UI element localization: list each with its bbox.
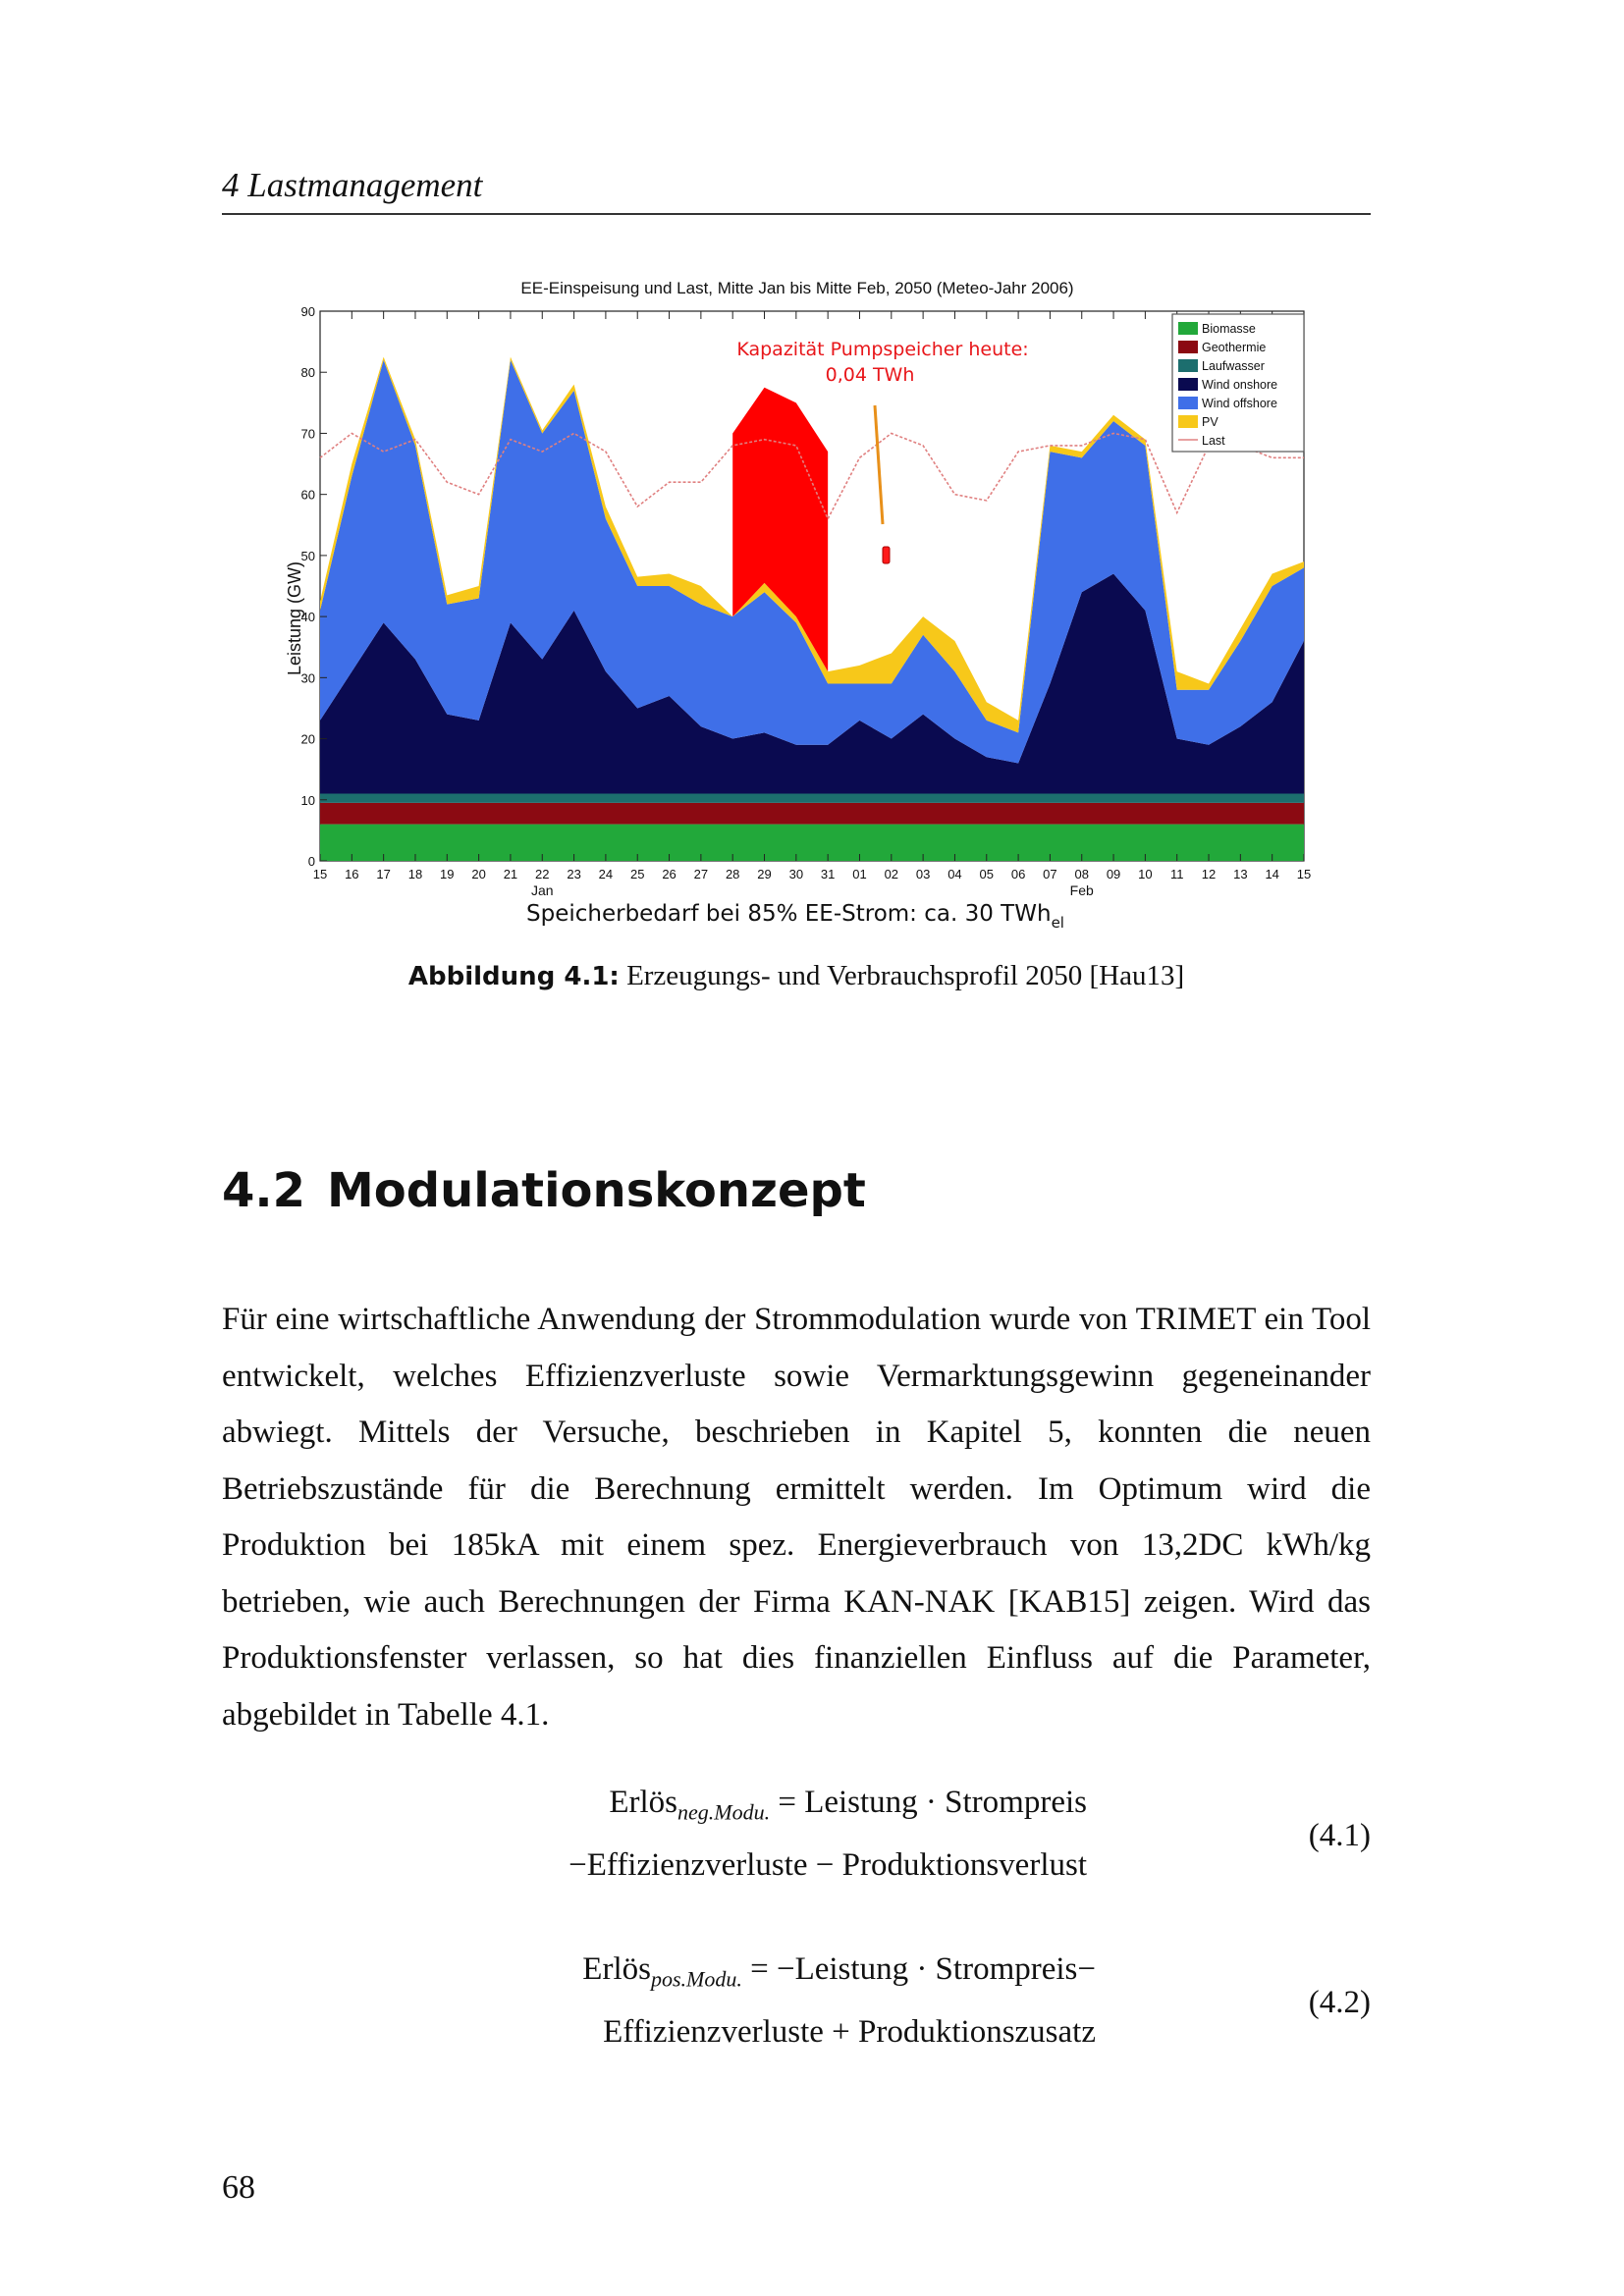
- chart-legend: [1172, 314, 1304, 452]
- x-tick-label: 05: [979, 867, 995, 881]
- y-tick-label: 20: [300, 731, 315, 747]
- x-tick-label: 13: [1233, 867, 1248, 881]
- figure-label: Abbildung 4.1:: [407, 962, 620, 991]
- y-tick-label: 60: [300, 487, 315, 503]
- x-tick-label: 23: [567, 867, 581, 881]
- x-tick-label: 31: [820, 867, 836, 881]
- area-laufwasser: [320, 794, 1304, 803]
- x-tick-label: 06: [1010, 867, 1026, 881]
- annotation-line-1: Kapazität Pumpspeicher heute:: [736, 339, 1029, 360]
- x-tick-label: 29: [757, 867, 772, 881]
- x-tick-label: 15: [312, 867, 328, 881]
- running-head: 4 Lastmanagement: [222, 166, 483, 204]
- month-label: Jan: [530, 882, 554, 898]
- x-tick-label: 12: [1201, 867, 1217, 881]
- y-tick-label: 70: [300, 426, 315, 442]
- x-tick-label: 24: [598, 867, 614, 881]
- area-biomasse: [320, 825, 1304, 861]
- x-tick-label: 09: [1106, 867, 1121, 881]
- y-tick-label: 10: [300, 792, 315, 808]
- x-tick-label: 11: [1169, 867, 1184, 881]
- x-tick-label: 01: [852, 867, 867, 881]
- legend-swatch: [1178, 415, 1198, 428]
- y-tick-label: 30: [300, 670, 315, 686]
- section-heading: [222, 1163, 866, 1218]
- equation-4-1-number: (4.1): [1308, 1818, 1371, 1853]
- header-rule: [222, 213, 1371, 215]
- x-tick-label: 20: [471, 867, 486, 881]
- y-tick-label: 0: [307, 854, 315, 869]
- x-tick-label: 10: [1138, 867, 1153, 881]
- figure-caption-text: Erzeugungs- und Verbrauchsprofil 2050 [Hau13]: [626, 960, 1185, 991]
- legend-label: Biomasse: [1202, 322, 1256, 336]
- x-tick-label: 15: [1296, 867, 1312, 881]
- storage-capacity-marker: [883, 547, 890, 563]
- x-tick-label: 19: [440, 867, 455, 881]
- equation-4-2-number: (4.2): [1308, 1985, 1371, 2020]
- equation-4-1: [222, 1785, 1371, 1902]
- figure-caption: [222, 960, 1371, 992]
- x-tick-label: 02: [884, 867, 899, 881]
- legend-label: PV: [1202, 415, 1218, 429]
- x-tick-label: 04: [947, 867, 962, 881]
- y-tick-label: 50: [300, 548, 315, 563]
- x-tick-label: 21: [503, 867, 518, 881]
- equation-4-1-line-2: −Effizienzverluste − Produktionsverlust: [568, 1847, 1087, 1883]
- x-tick-label: 08: [1074, 867, 1089, 881]
- x-tick-label: 25: [629, 867, 645, 881]
- chart-title: EE-Einspeisung und Last, Mitte Jan bis Mitte Feb, 2050 (Meteo-Jahr 2006): [520, 279, 1074, 297]
- x-tick-label: 18: [407, 867, 423, 881]
- area-geothermie: [320, 803, 1304, 825]
- section-title: Modulationskonzept: [327, 1163, 866, 1218]
- x-tick-label: 30: [788, 867, 804, 881]
- x-tick-label: 14: [1265, 867, 1279, 881]
- annotation-line-2: 0,04 TWh: [825, 364, 915, 386]
- legend-label: Wind onshore: [1202, 378, 1278, 392]
- legend-swatch: [1178, 341, 1198, 353]
- equation-4-2-line-1: Erlös$_{pos.Modu.}$ = −Leistung · Strompreis−: [582, 1951, 1096, 1992]
- x-tick-label: 22: [535, 867, 550, 881]
- storage-demand-footnote: Speicherbedarf bei 85% EE-Strom: ca. 30 TWh$_{el}$: [526, 901, 1064, 932]
- x-tick-label: 26: [662, 867, 677, 881]
- y-tick-label: 40: [300, 610, 315, 625]
- x-tick-label: 07: [1043, 867, 1057, 881]
- legend-swatch: [1178, 359, 1198, 372]
- y-tick-label: 80: [300, 365, 315, 381]
- month-label: Feb: [1069, 882, 1094, 898]
- legend-label: Last: [1202, 434, 1225, 448]
- x-tick-label: 17: [376, 867, 391, 881]
- legend-swatch: [1178, 322, 1198, 335]
- x-tick-label: 16: [345, 867, 359, 881]
- equation-4-2: [222, 1951, 1371, 2069]
- legend-label: Geothermie: [1202, 341, 1267, 354]
- legend-swatch: [1178, 378, 1198, 391]
- equation-4-2-line-2: Effizienzverluste + Produktionszusatz: [603, 2014, 1096, 2050]
- legend-label: Laufwasser: [1202, 359, 1265, 373]
- legend-label: Wind offshore: [1202, 397, 1277, 410]
- page-number: 68: [222, 2169, 255, 2206]
- body-paragraph: Für eine wirtschaftliche Anwendung der Strommodulation wurde von TRIMET ein Tool entwickelt, welches Effizienzverluste sowie Vermarktungsgewinn gegeneinander abwiegt. Mittels der Versuche, beschrieben in Kapitel 5, konnten die neuen Betriebszustände für die Berechnung ermittelt werden. Im Optimum wird die Produktion bei 185kA mit einem spez. Energieverbrauch von 13,2DC kWh/kg betrieben, wie auch Berechnungen der Firma KAN-NAK [KAB15] zeigen. Wird das Produktionsfenster verlassen, so hat dies finanziellen Einfluss auf die Parameter, abgebildet in Tabelle 4.1.: [222, 1302, 1371, 1733]
- equation-4-1-line-1: Erlös$_{neg.Modu.}$ = Leistung · Strompreis: [609, 1785, 1087, 1825]
- y-tick-label: 90: [300, 304, 315, 319]
- x-tick-label: 03: [915, 867, 931, 881]
- chart-svg: [222, 265, 1371, 933]
- x-tick-label: 27: [693, 867, 709, 881]
- x-tick-label: 28: [725, 867, 740, 881]
- legend-swatch: [1178, 397, 1198, 409]
- y-axis-label: Leistung (GW): [285, 561, 304, 676]
- section-number: 4.2: [222, 1163, 306, 1218]
- figure-chart: [222, 265, 1371, 933]
